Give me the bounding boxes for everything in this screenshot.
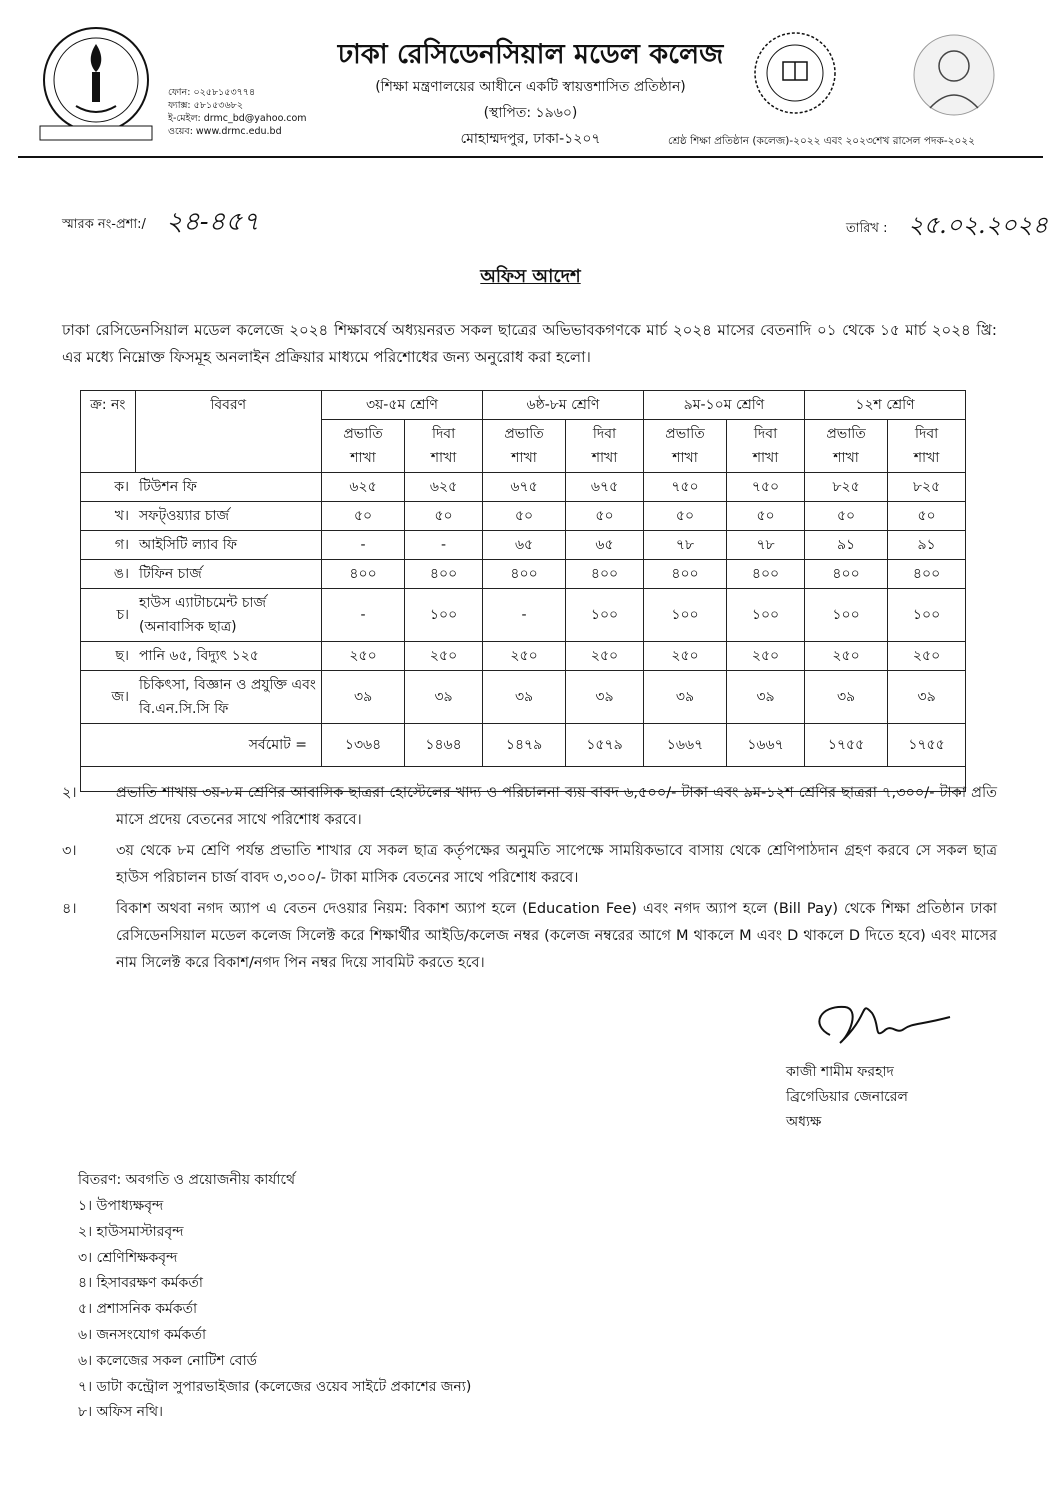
fee-cell: ৯১: [888, 531, 966, 560]
signatory-block: [786, 1060, 908, 1135]
shift-label: শাখা: [752, 450, 779, 466]
list-item: ৫। প্রশাসনিক কর্মকর্তা: [78, 1301, 198, 1318]
class-header: ৯ম-১০ম শ্রেণি: [643, 391, 804, 420]
fee-cell: ৪০০: [482, 560, 565, 589]
fee-cell: ৪০০: [566, 560, 644, 589]
fee-cell: ১০০: [643, 589, 726, 642]
distribution-heading: বিতরণ: অবগতি ও প্রয়োজনীয় কার্যার্থে: [78, 1172, 296, 1188]
shift-name: দিবা: [753, 426, 778, 442]
fee-cell: ৬৫: [566, 531, 644, 560]
fee-cell: ৫০: [405, 502, 483, 531]
shift-name: দিবা: [592, 426, 617, 442]
row-description: টিফিন চার্জ: [135, 560, 322, 589]
shift-header: [482, 420, 565, 473]
table-row: [81, 589, 966, 642]
phone-text: ফোন: ০২৫৮১৫৩৭৭৪: [168, 87, 256, 98]
shift-header: [322, 420, 405, 473]
fee-cell: -: [482, 589, 565, 642]
list-item: ৭। ডাটা কন্ট্রোল সুপারভাইজার (কলেজের ওয়েব সাইটে প্রকাশের জন্য): [78, 1378, 472, 1395]
notes-section: [62, 780, 997, 981]
row-serial: গ।: [81, 531, 136, 560]
college-address: মোহাম্মদপুর, ঢাকা-১২০৭: [460, 131, 601, 147]
class-header: ৩য়-৫ম শ্রেণি: [322, 391, 483, 420]
fee-cell: ১০০: [727, 589, 805, 642]
class-header: ১২শ শ্রেণি: [804, 391, 965, 420]
award-seal: [752, 30, 838, 116]
shift-name: দিবা: [431, 426, 456, 442]
fee-cell: ৩৯: [322, 671, 405, 724]
table-row: [81, 531, 966, 560]
fee-cell: ৩৯: [405, 671, 483, 724]
fee-cell: ২৫০: [482, 642, 565, 671]
table-row: [81, 473, 966, 502]
total-cell: ১৭৫৫: [804, 724, 887, 767]
total-cell: ১৬৬৭: [727, 724, 805, 767]
table-header-row: [81, 391, 966, 420]
fee-cell: ৪০০: [405, 560, 483, 589]
row-serial: চ।: [81, 589, 136, 642]
shift-header: [643, 420, 726, 473]
fee-cell: -: [322, 531, 405, 560]
email-text: ই-মেইল: drmc_bd@yahoo.com: [168, 113, 307, 124]
shift-name: প্রভাতি: [504, 426, 544, 442]
shift-header: [566, 420, 644, 473]
shift-label: শাখা: [672, 450, 698, 466]
fee-cell: ৫০: [643, 502, 726, 531]
portrait-image: [912, 30, 996, 120]
fee-cell: ৪০০: [804, 560, 887, 589]
fee-cell: ৬৫: [482, 531, 565, 560]
note-number: ২।: [62, 785, 77, 801]
signatory-rank: ব্রিগেডিয়ার জেনারেল: [786, 1089, 908, 1105]
fee-cell: ৪০০: [643, 560, 726, 589]
fee-cell: ৫০: [727, 502, 805, 531]
fee-cell: -: [405, 531, 483, 560]
shift-label: শাখা: [591, 450, 618, 466]
note-text: বিকাশ অথবা নগদ অ্যাপ এ বেতন দেওয়ার নিয়ম: বিকাশ অ্যাপ হলে (Education Fee) এবং নগদ অ্যাপ হলে (Bill Pay) থেকে শিক্ষা প্রতিষ্ঠান ঢাকা রেসিডেনসিয়াল মডেল কলেজ সিলেক্ট করে শিক্ষার্থীর আইডি/কলেজ নম্বর (কলেজ নম্বরের আগে M থাকলে M এবং D থাকলে D দিতে হবে) এবং মাসের নাম সিলেক্ট করে বিকাশ/নগদ পিন নম্বর দিয়ে সাবমিট করতে হবে।: [116, 901, 997, 971]
shift-header: [405, 420, 483, 473]
fee-cell: ৭৮: [727, 531, 805, 560]
total-cell: ১৪৭৯: [482, 724, 565, 767]
shift-label: শাখা: [350, 450, 376, 466]
fee-cell: ৫০: [322, 502, 405, 531]
table-row: [81, 671, 966, 724]
fee-cell: ৩৯: [643, 671, 726, 724]
description-header: বিবরণ: [135, 391, 322, 473]
fee-cell: ৩৯: [482, 671, 565, 724]
fee-cell: ৪০০: [322, 560, 405, 589]
signatory-title: অধ্যক্ষ: [786, 1114, 822, 1130]
row-description: চিকিৎসা, বিজ্ঞান ও প্রযুক্তি এবং বি.এন.সি.সি ফি: [135, 671, 322, 724]
note-number: ৩।: [62, 843, 77, 859]
order-title: অফিস আদেশ: [480, 266, 581, 287]
fee-cell: ৬২৫: [405, 473, 483, 502]
shift-label: শাখা: [833, 450, 859, 466]
established-year: (স্থাপিত: ১৯৬০): [483, 105, 578, 121]
list-item: ২। হাউসমাস্টারবৃন্দ: [78, 1223, 184, 1240]
fee-cell: ৯১: [804, 531, 887, 560]
list-item: ৩। শ্রেণিশিক্ষকবৃন্দ: [78, 1249, 178, 1266]
note-item: [62, 838, 997, 892]
award-caption-1: শ্রেষ্ঠ শিক্ষা প্রতিষ্ঠান (কলেজ)-২০২২ এবং ২০২৩: [668, 135, 873, 147]
fee-cell: ৭৮: [643, 531, 726, 560]
fee-cell: ৫০: [888, 502, 966, 531]
signatory-name: কাজী শামীম ফরহাদ: [786, 1064, 894, 1080]
fee-cell: ৮২৫: [804, 473, 887, 502]
fee-cell: ৭৫০: [643, 473, 726, 502]
distribution-list: [78, 1194, 471, 1426]
row-serial: জ।: [81, 671, 136, 724]
total-cell: ১৩৬৪: [322, 724, 405, 767]
fee-rows: [81, 473, 966, 724]
fee-cell: ৬৭৫: [566, 473, 644, 502]
college-name: ঢাকা রেসিডেনসিয়াল মডেল কলেজ: [337, 39, 724, 70]
shift-name: প্রভাতি: [343, 426, 383, 442]
shift-header: [727, 420, 805, 473]
fee-cell: ৮২৫: [888, 473, 966, 502]
serial-header: ক্র: নং: [81, 391, 136, 473]
row-serial: খ।: [81, 502, 136, 531]
table-row: [81, 560, 966, 589]
row-description: পানি ৬৫, বিদ্যুৎ ১২৫: [135, 642, 322, 671]
fee-cell: ১০০: [405, 589, 483, 642]
row-serial: ক।: [81, 473, 136, 502]
fee-cell: ২৫০: [405, 642, 483, 671]
row-description: হাউস এ্যাটাচমেন্ট চার্জ (অনাবাসিক ছাত্র): [135, 589, 322, 642]
row-description: আইসিটি ল্যাব ফি: [135, 531, 322, 560]
date-label: তারিখ :: [846, 221, 888, 236]
note-text: ৩য় থেকে ৮ম শ্রেণি পর্যন্ত প্রভাতি শাখার যে সকল ছাত্র কর্তৃপক্ষের অনুমতি সাপেক্ষে সাময়িকভাবে বাসায় থেকে শ্রেণিপাঠদান গ্রহণ করবে সে সকল ছাত্র হাউস পরিচালন চার্জ বাবদ ৩,৩০০/- টাকা মাসিক বেতনের সাথে পরিশোধ করবে।: [116, 843, 997, 886]
fee-cell: ৩৯: [804, 671, 887, 724]
shift-header: [804, 420, 887, 473]
fee-cell: -: [322, 589, 405, 642]
college-subtitle: (শিক্ষা মন্ত্রণালয়ের আধীনে একটি স্বায়ত্তশাসিত প্রতিষ্ঠান): [375, 79, 686, 95]
shift-label: শাখা: [913, 450, 940, 466]
row-description: সফট্ওয়্যার চার্জ: [135, 502, 322, 531]
fee-cell: ২৫০: [804, 642, 887, 671]
total-cell: ১৫৭৯: [566, 724, 644, 767]
fee-cell: ২৫০: [643, 642, 726, 671]
intro-paragraph: ঢাকা রেসিডেনসিয়াল মডেল কলেজে ২০২৪ শিক্ষাবর্ষে অধ্যয়নরত সকল ছাত্রের অভিভাবকগণকে মার্চ ২০২৪ মাসের বেতনাদি ০১ থেকে ১৫ মার্চ ২০২৪ খ্রি: এর মধ্যে নিম্নোক্ত ফিসমূহ অনলাইন প্রক্রিয়ার মাধ্যমে পরিশোধের জন্য অনুরোধ করা হলো।: [62, 321, 997, 366]
memo-date: ২৫.০২.২০২৪: [908, 211, 1049, 239]
fee-cell: ৫০: [482, 502, 565, 531]
shift-name: প্রভাতি: [665, 426, 705, 442]
fee-table: [80, 390, 966, 792]
fee-cell: ৩৯: [727, 671, 805, 724]
fax-text: ফ্যাক্স: ৫৮১৫৩৬৮২: [168, 100, 244, 111]
row-serial: ঙ।: [81, 560, 136, 589]
table-row: [81, 642, 966, 671]
fee-cell: ৩৯: [566, 671, 644, 724]
total-cell: ১৬৬৭: [643, 724, 726, 767]
shift-name: দিবা: [914, 426, 939, 442]
table-row: [81, 502, 966, 531]
fee-cell: ৫০: [804, 502, 887, 531]
memo-label: স্মারক নং-প্রশা:/: [62, 217, 146, 232]
total-row: [81, 724, 966, 767]
row-description: টিউশন ফি: [135, 473, 322, 502]
list-item: ১। উপাধ্যক্ষবৃন্দ: [78, 1198, 164, 1214]
fee-cell: ৪০০: [727, 560, 805, 589]
fee-cell: ২৫০: [566, 642, 644, 671]
list-item: ৮। অফিস নথি।: [78, 1404, 164, 1421]
website-text: ওয়েব: www.drmc.edu.bd: [168, 126, 282, 137]
fee-cell: ১০০: [804, 589, 887, 642]
shift-label: শাখা: [511, 450, 537, 466]
list-item: ৬। কলেজের সকল নোটিশ বোর্ড: [78, 1352, 257, 1369]
shift-name: প্রভাতি: [826, 426, 866, 442]
fee-cell: ৭৫০: [727, 473, 805, 502]
shift-label: শাখা: [430, 450, 457, 466]
memo-number: ২৪-৪৫৭: [166, 207, 260, 237]
fee-cell: ২৫০: [727, 642, 805, 671]
total-label: সর্বমোট =: [81, 724, 322, 767]
signature-image: [800, 995, 960, 1055]
total-cell: ১৪৬৪: [405, 724, 483, 767]
shift-header: [888, 420, 966, 473]
row-serial: ছ।: [81, 642, 136, 671]
total-cell: ১৭৫৫: [888, 724, 966, 767]
note-item: [62, 896, 997, 977]
fee-cell: ৬৭৫: [482, 473, 565, 502]
fee-cell: ২৫০: [322, 642, 405, 671]
fee-cell: ১০০: [566, 589, 644, 642]
list-item: ৪। হিসাবরক্ষণ কর্মকর্তা: [78, 1275, 203, 1292]
fee-cell: ৬২৫: [322, 473, 405, 502]
fee-cell: ১০০: [888, 589, 966, 642]
award-caption-2: শেখ রাসেল পদক-২০২২: [872, 135, 975, 147]
note-number: ৪।: [62, 901, 77, 917]
fee-cell: ৩৯: [888, 671, 966, 724]
class-header: ৬ষ্ঠ-৮ম শ্রেণি: [482, 391, 643, 420]
header-divider: [18, 156, 1043, 158]
fee-cell: ৫০: [566, 502, 644, 531]
list-item: ৬। জনসংযোগ কর্মকর্তা: [78, 1326, 207, 1343]
fee-cell: ২৫০: [888, 642, 966, 671]
note-text: প্রভাতি শাখায় ৩য়-৮ম শ্রেণির আবাসিক ছাত্ররা হোস্টেলের খাদ্য ও পরিচালনা ব্যয় বাবদ ৬,৫০০/- টাকা এবং ৯ম-১২শ শ্রেণির ছাত্ররা ৭,৩০০/- টাকা প্রতি মাসে প্রদেয় বেতনের সাথে পরিশোধ করবে।: [116, 785, 997, 828]
note-item: [62, 780, 997, 834]
fee-cell: ৪০০: [888, 560, 966, 589]
